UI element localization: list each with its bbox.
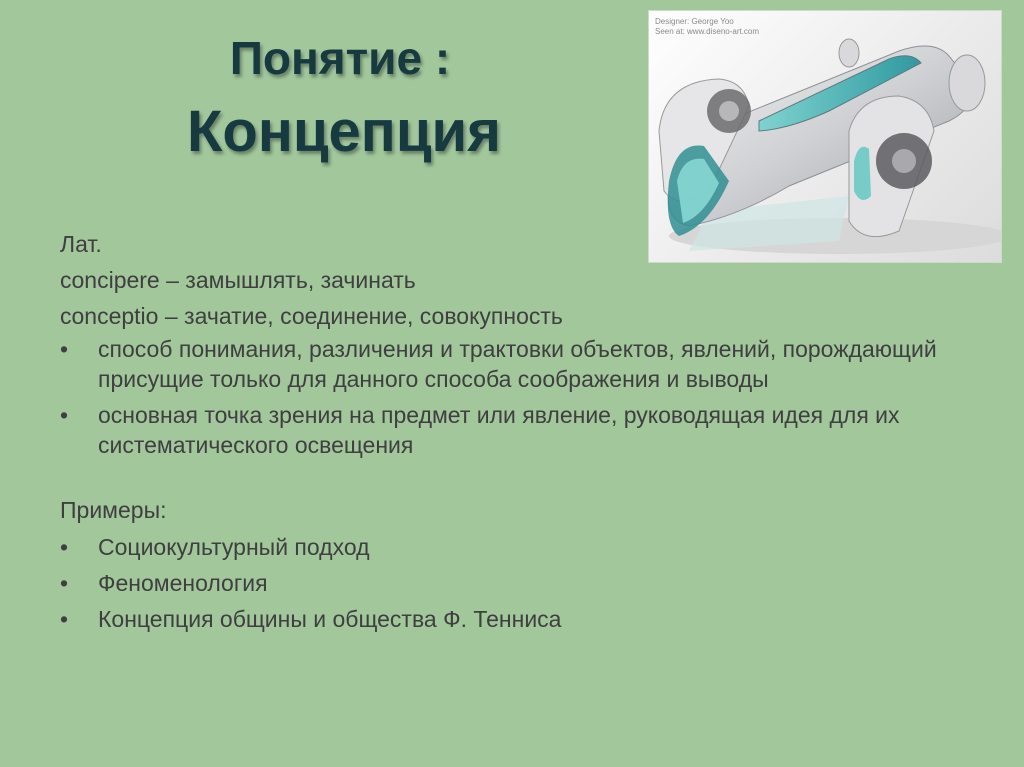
bullet-icon: • xyxy=(60,402,69,428)
definition-item xyxy=(60,400,980,460)
title-line-2: Концепция xyxy=(187,99,501,164)
slide-body xyxy=(60,226,980,640)
latin-label: Лат. xyxy=(60,231,102,257)
bullet-icon: • xyxy=(60,534,69,560)
example-text: Феноменология xyxy=(98,570,268,596)
examples-label: Примеры: xyxy=(60,497,167,523)
slide-title xyxy=(0,22,660,170)
example-item xyxy=(60,532,980,562)
example-item xyxy=(60,568,980,598)
photo-credit-designer: Designer: George Yoo xyxy=(655,17,734,26)
latin-concipere: concipere – замышлять, зачинать xyxy=(60,267,416,293)
photo-credit-source: Seen at: www.diseno-art.com xyxy=(655,27,760,36)
example-text: Концепция общины и общества Ф. Тенниса xyxy=(98,606,562,632)
definition-text: основная точка зрения на предмет или явление, руководящая идея для их систематического освещения xyxy=(98,402,900,458)
bullet-icon: • xyxy=(60,606,69,632)
definition-text: способ понимания, различения и трактовки объектов, явлений, порождающий присущие только для данного способа соображения и выводы xyxy=(98,336,937,392)
latin-conceptio: conceptio – зачатие, соединение, совокупность xyxy=(60,303,563,329)
bullet-icon: • xyxy=(60,336,69,362)
bullet-icon: • xyxy=(60,570,69,596)
title-line-1: Понятие : xyxy=(229,32,451,84)
example-item xyxy=(60,604,980,634)
example-text: Социокультурный подход xyxy=(98,534,370,560)
definition-item xyxy=(60,334,980,394)
concept-car-illustration xyxy=(649,11,1001,262)
